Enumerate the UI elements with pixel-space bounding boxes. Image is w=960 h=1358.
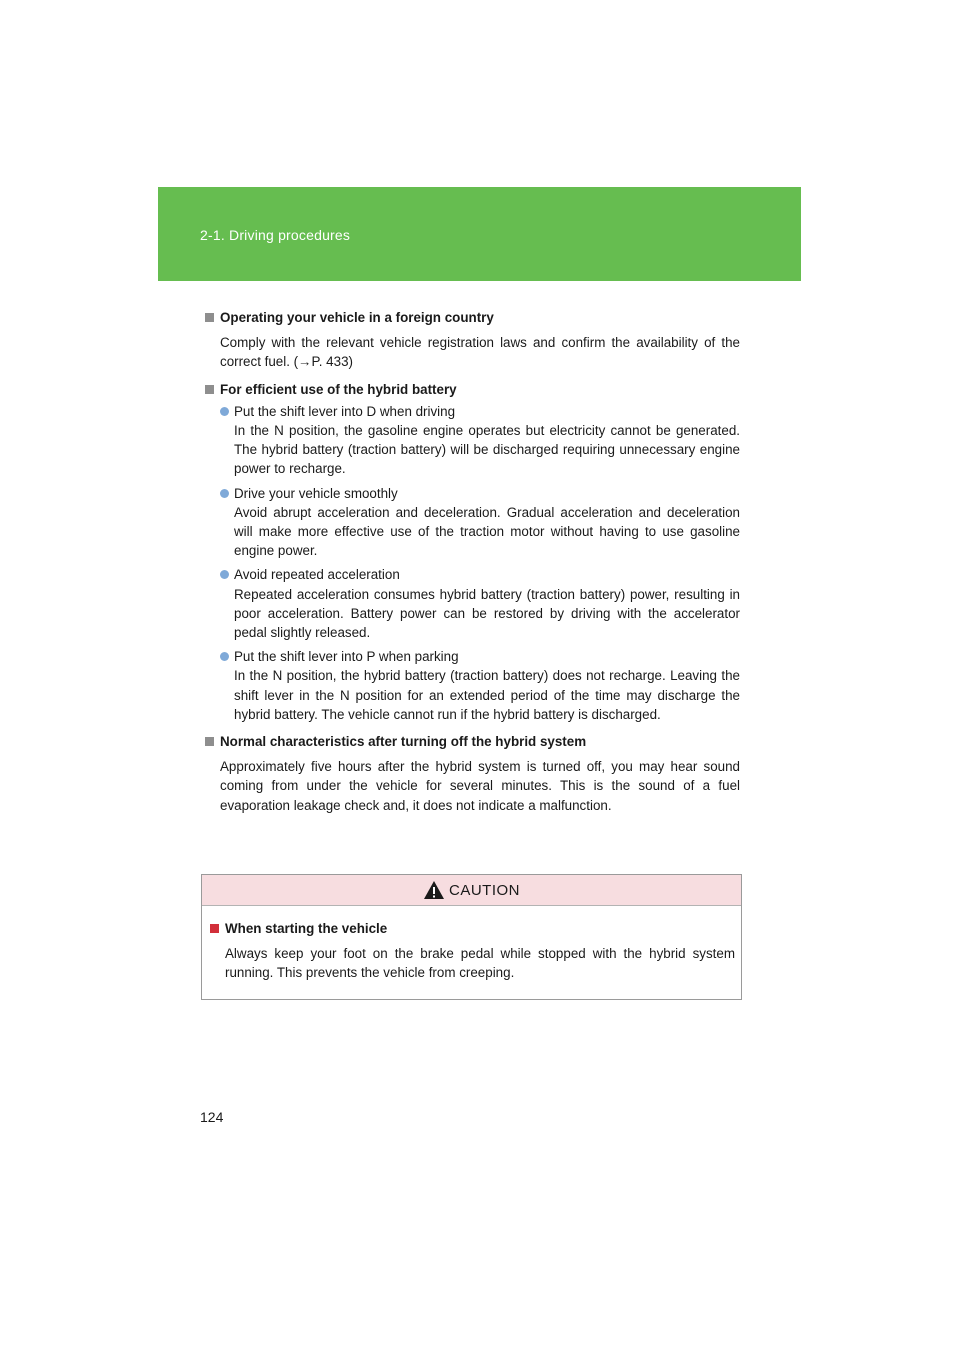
square-bullet-icon [205, 313, 214, 322]
round-bullet-icon [220, 489, 229, 498]
square-bullet-icon [210, 924, 219, 933]
section-heading: For efficient use of the hybrid battery [205, 380, 740, 399]
caution-label: CAUTION [449, 881, 520, 899]
list-item [220, 565, 740, 642]
section-hybrid-battery [205, 380, 740, 724]
caution-text: Always keep your foot on the brake pedal while stopped with the hybrid system running. This prevents the vehicle from creeping. [225, 946, 735, 981]
tip-title: Put the shift lever into P when parking [234, 649, 459, 665]
section-foreign-country [205, 308, 740, 372]
caution-header [202, 875, 741, 906]
square-bullet-icon [205, 737, 214, 746]
section-text: Comply with the relevant vehicle registration laws and confirm the availability of the correct fuel. (→P. 433) [220, 335, 740, 370]
page-number: 124 [200, 1109, 224, 1125]
section-heading: Normal characteristics after turning off the hybrid system [205, 732, 740, 751]
square-bullet-icon [205, 385, 214, 394]
tip-text: In the N position, the gasoline engine operates but electricity cannot be generated. The hybrid battery (traction battery) will be discharged requiring unnecessary engine power to recharge. [234, 423, 740, 477]
tip-title: Put the shift lever into D when driving [234, 403, 456, 419]
round-bullet-icon [220, 407, 229, 416]
list-item [220, 484, 740, 561]
tip-title: Avoid repeated acceleration [234, 567, 400, 583]
warning-triangle-icon [423, 880, 445, 900]
section-title: 2-1. Driving procedures [200, 227, 351, 243]
tip-title: Drive your vehicle smoothly [234, 485, 398, 501]
caution-heading: When starting the vehicle [210, 919, 735, 938]
round-bullet-icon [220, 570, 229, 579]
tip-text: In the N position, the hybrid battery (traction battery) does not recharge. Leaving the shift lever in the N position for an extended period of the time may discharge the hybrid battery. The vehicle cannot run if the hybrid battery is discharged. [234, 668, 740, 722]
list-item [220, 402, 740, 479]
list-item [220, 647, 740, 724]
main-content [205, 308, 740, 823]
section-heading: Operating your vehicle in a foreign country [205, 308, 740, 327]
tip-list [205, 402, 740, 724]
round-bullet-icon [220, 652, 229, 661]
caution-box [201, 874, 742, 1000]
section-text: Approximately five hours after the hybrid system is turned off, you may hear sound coming from under the vehicle for several minutes. This is the sound of a fuel evaporation leakage check and, it does not indicate a malfunction. [220, 759, 740, 813]
caution-body [202, 906, 741, 983]
section-normal-characteristics [205, 732, 740, 815]
tip-text: Avoid abrupt acceleration and deceleration. Gradual acceleration and deceleration will make more effective use of the traction motor without having to use gasoline engine power. [234, 504, 740, 559]
tip-text: Repeated acceleration consumes hybrid battery (traction battery) power, resulting in poor acceleration. Battery power can be restored by driving with the accelerator pedal slightly released. [234, 586, 740, 641]
